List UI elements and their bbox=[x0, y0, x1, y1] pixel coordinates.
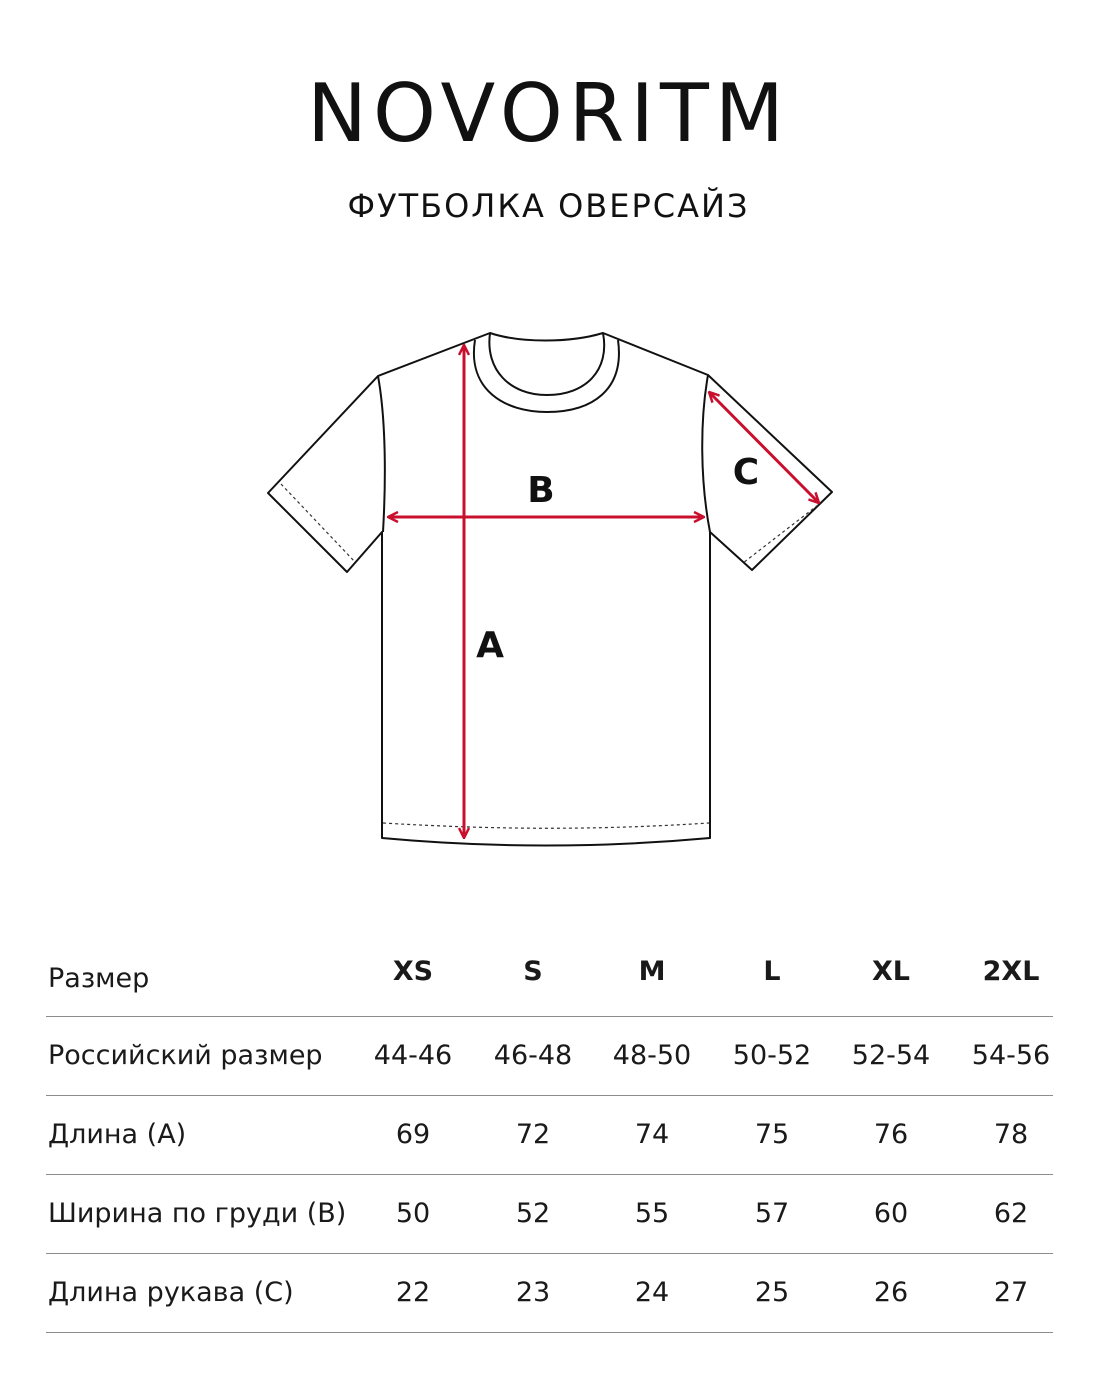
table-header-row bbox=[46, 938, 1053, 1017]
row-label: Длина (A) bbox=[48, 1119, 187, 1150]
table-cell: 76 bbox=[873, 1119, 909, 1150]
table-cell: 69 bbox=[395, 1119, 431, 1150]
product-title: ФУТБОЛКА ОВЕРСАЙЗ bbox=[347, 187, 750, 225]
row-label: Российский размер bbox=[48, 1040, 323, 1071]
row-label: Ширина по груди (B) bbox=[48, 1198, 347, 1229]
label-b: B bbox=[527, 470, 555, 511]
label-c: C bbox=[732, 452, 760, 493]
size-header-cell: XL bbox=[871, 956, 911, 987]
size-header-cell: XS bbox=[392, 956, 434, 987]
size-header-cell: 2XL bbox=[982, 956, 1040, 987]
table-cell: 54-56 bbox=[971, 1040, 1051, 1071]
measure-line-c bbox=[709, 392, 819, 503]
tshirt-size-diagram bbox=[0, 300, 1097, 880]
table-cell: 23 bbox=[515, 1277, 551, 1308]
table-cell: 52-54 bbox=[851, 1040, 931, 1071]
label-a: A bbox=[476, 625, 504, 666]
table-cell: 26 bbox=[873, 1277, 909, 1308]
table-cell: 78 bbox=[993, 1119, 1029, 1150]
table-cell: 57 bbox=[754, 1198, 790, 1229]
row-label: Длина рукава (C) bbox=[48, 1277, 294, 1308]
table-cell: 27 bbox=[993, 1277, 1029, 1308]
size-header-cell: S bbox=[523, 956, 543, 987]
table-cell: 75 bbox=[754, 1119, 790, 1150]
size-header-cell: L bbox=[763, 956, 781, 987]
table-cell: 46-48 bbox=[493, 1040, 573, 1071]
table-cell: 62 bbox=[993, 1198, 1029, 1229]
size-chart-table bbox=[46, 938, 1053, 1333]
table-row bbox=[46, 1017, 1053, 1096]
table-cell: 22 bbox=[395, 1277, 431, 1308]
table-row bbox=[46, 1254, 1053, 1333]
table-cell: 55 bbox=[634, 1198, 670, 1229]
tshirt-outline bbox=[268, 333, 832, 846]
table-cell: 50-52 bbox=[732, 1040, 812, 1071]
table-cell: 52 bbox=[515, 1198, 551, 1229]
table-cell: 60 bbox=[873, 1198, 909, 1229]
table-row bbox=[46, 1096, 1053, 1175]
table-cell: 24 bbox=[634, 1277, 670, 1308]
table-cell: 72 bbox=[515, 1119, 551, 1150]
table-cell: 44-46 bbox=[373, 1040, 453, 1071]
table-cell: 48-50 bbox=[612, 1040, 692, 1071]
table-row bbox=[46, 1175, 1053, 1254]
table-cell: 74 bbox=[634, 1119, 670, 1150]
table-cell: 50 bbox=[395, 1198, 431, 1229]
table-cell: 25 bbox=[754, 1277, 790, 1308]
hem-stitching bbox=[281, 484, 818, 828]
brand-logo: NOVORITM bbox=[307, 67, 790, 160]
table-header-label: Размер bbox=[48, 963, 150, 994]
size-header-cell: M bbox=[638, 956, 666, 987]
